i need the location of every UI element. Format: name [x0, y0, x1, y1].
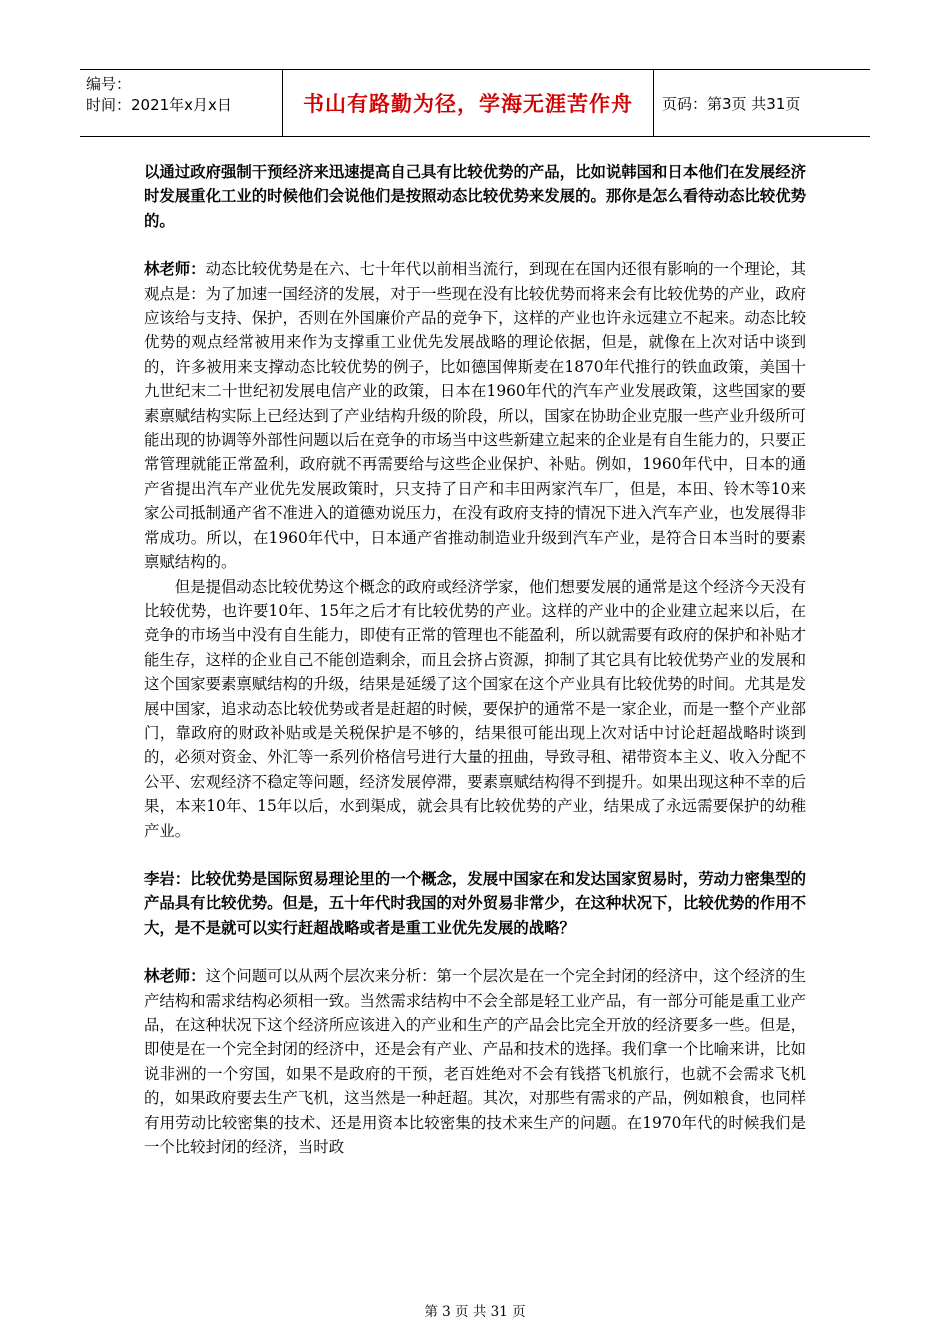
answer-text-1: 动态比较优势是在六、七十年代以前相当流行，到现在在国内还很有影响的一个理论，其观点是：为了加速一国经济的发展，对于一些现在没有比较优势而将来会有比较优势的产业，政府应该给与支持、保护，否则在外国廉价产品的竞争下，这样的产业也许永远建立不起来。动态比较优势的观点经常被用来作为支撑重工业优先发展战略的理论依据，但是，就像在上次对话中谈到的，许多被用来支撑动态比较优势的例子，比如德国俾斯麦在1870年代推行的铁血政策，美国十九世纪末二十世纪初发展电信产业的政策，日本在1960年代的汽车产业发展政策，这些国家的要素禀赋结构实际上已经达到了产业结构升级的阶段，所以，国家在协助企业克服一些产业升级所可能出现的协调等外部性问题以后在竞争的市场当中这些新建立起来的企业是有自生能力的，只要正常管理就能正常盈利，政府就不再需要给与这些企业保护、补贴。例如，1960年代中，日本的通产省提出汽车产业优先发展政策时，只支持了日产和丰田两家汽车厂，但是，本田、铃木等10来家公司抵制通产省不准进入的道德劝说压力，在没有政府支持的情况下进入汽车产业，也发展得非常成功。所以，在1960年代中，日本通产省推动制造业升级到汽车产业，是符合日本当时的要素禀赋结构的。: [144, 260, 806, 572]
header-info-cell: [80, 70, 282, 136]
header-table: [80, 69, 870, 137]
speaker-label: 林老师：: [144, 260, 206, 279]
answer-paragraph-1: [144, 257, 806, 574]
question-paragraph-1: 以通过政府强制干预经济来迅速提高自己具有比较优势的产品，比如说韩国和日本他们在发展经济时发展重化工业的时候他们会说他们是按照动态比较优势来发展的。那你是怎么看待动态比较优势的。: [144, 163, 806, 230]
page-footer: 第 3 页 共 31 页: [424, 1304, 526, 1320]
answer-paragraph-2: 但是提倡动态比较优势这个概念的政府或经济学家，他们想要发展的通常是这个经济今天没有比较优势，也许要10年、15年之后才有比较优势的产业。这样的产业中的企业建立起来以后，在竞争的市场当中没有自生能力，即使有正常的管理也不能盈利，所以就需要有政府的保护和补贴才能生存，这样的企业自己不能创造剩余，而且会挤占资源，抑制了其它具有比较优势产业的发展和这个国家要素禀赋结构的升级，结果是延缓了这个国家在这个产业具有比较优势的时间。尤其是发展中国家，追求动态比较优势或者是赶超的时候，要保护的通常不是一家企业，而是一整个产业部门，靠政府的财政补贴或是关税保护是不够的，结果很可能出现上次对话中讨论赶超战略时谈到的，必须对资金、外汇等一系列价格信号进行大量的扭曲，导致寻租、裙带资本主义、收入分配不公平、宏观经济不稳定等问题，经济发展停滞，要素禀赋结构得不到提升。如果出现这种不幸的后果，本来10年、15年以后，水到渠成，就会具有比较优势的产业，结果成了永远需要保护的幼稚产业。: [144, 577, 806, 840]
answer-paragraph-3: [144, 964, 806, 1159]
document-body: [144, 160, 806, 1159]
question-paragraph-2: 李岩：比较优势是国际贸易理论里的一个概念，发展中国家在和发达国家贸易时，劳动力密集型的产品具有比较优势。但是，五十年代时我国的对外贸易非常少，在这种状况下，比较优势的作用不大，是不是就可以实行赶超战略或者是重工业优先发展的战略？: [144, 869, 806, 937]
header-motto: 书山有路勤为径，学海无涯苦作舟: [282, 70, 654, 136]
speaker-label: 林老师：: [144, 967, 206, 986]
code-label: 编号：: [86, 75, 132, 93]
answer-text-3: 这个问题可以从两个层次来分析：第一个层次是在一个完全封闭的经济中，这个经济的生产结构和需求结构必须相一致。当然需求结构中不会全部是轻工业产品，有一部分可能是重工业产品，在这种状况下这个经济所应该进入的产业和生产的产品会比完全开放的经济要多一些。但是，即使是在一个完全封闭的经济中，还是会有产业、产品和技术的选择。我们拿一个比喻来讲，比如说非洲的一个穷国，如果不是政府的干预，老百姓绝对不会有钱搭飞机旅行，也就不会需求飞机的，如果政府要去生产飞机，这当然是一种赶超。其次，对那些有需求的产品，例如粮食，也同样有用劳动比较密集的技术、还是用资本比较密集的技术来生产的问题。在1970年代的时候我们是一个比较封闭的经济，当时政: [144, 967, 806, 1157]
date-label: 时间：2021年x月x日: [86, 96, 232, 114]
header-page-number: 页码：第3页 共31页: [662, 94, 801, 113]
